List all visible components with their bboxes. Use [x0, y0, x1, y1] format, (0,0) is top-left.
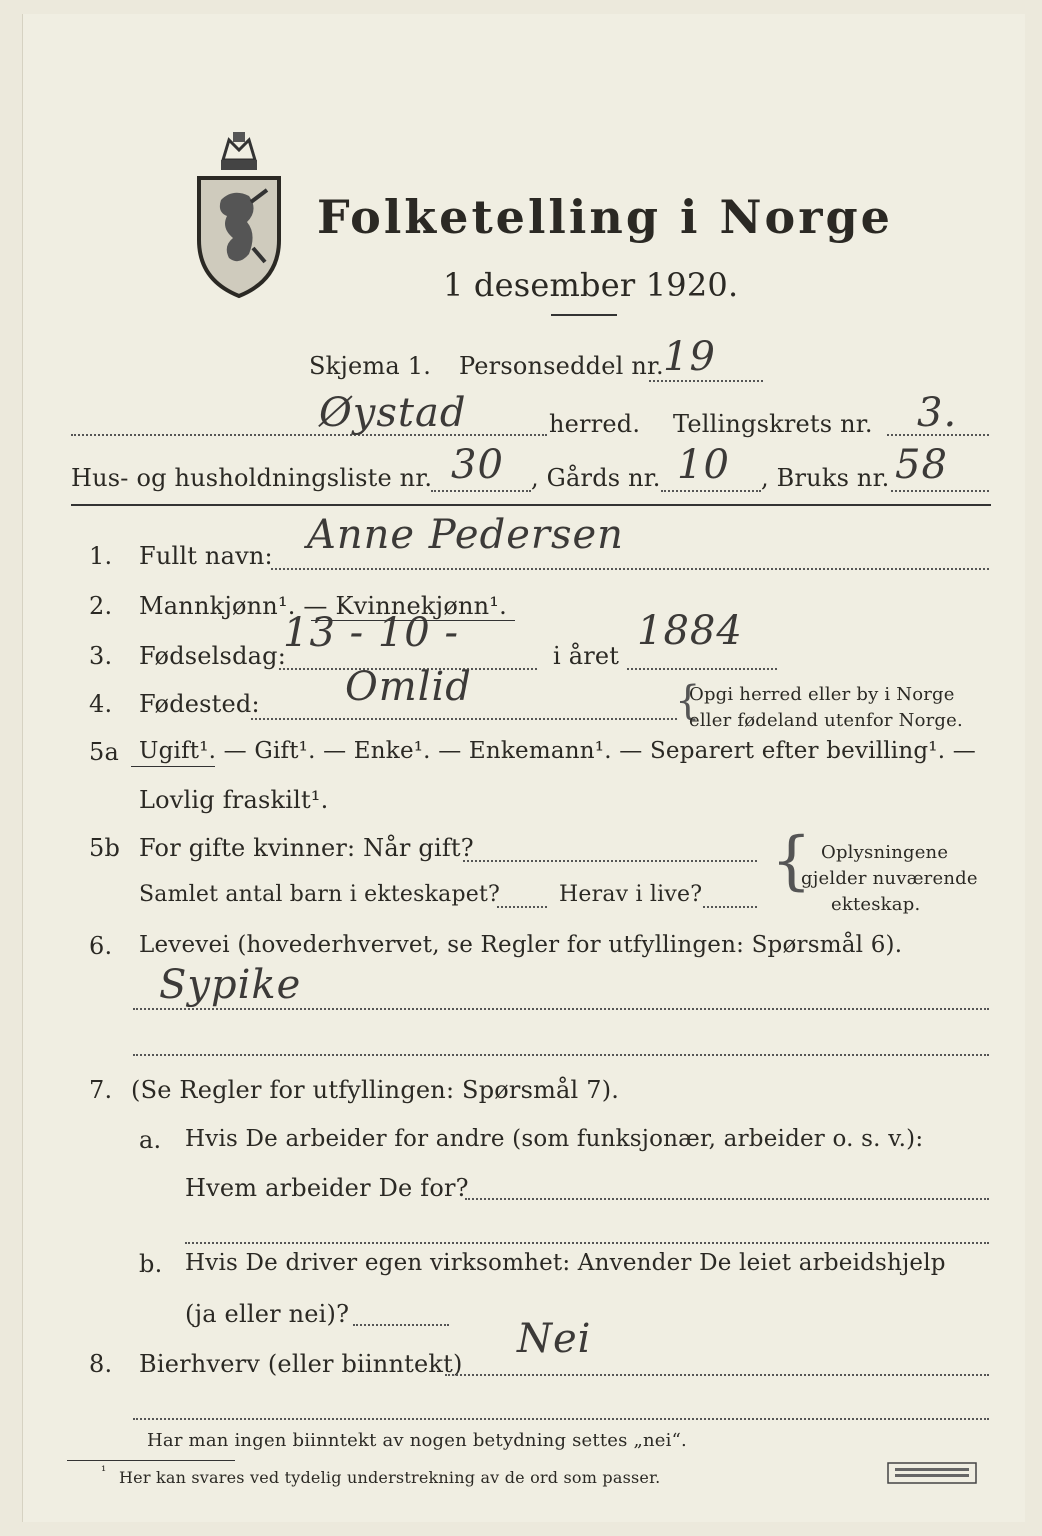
side-income-value: Nei [517, 1316, 592, 1362]
q5b-note-line1: Oplysningene [821, 842, 949, 863]
occupation-value: Sypike [159, 962, 302, 1008]
q1-label: Fullt navn: [139, 542, 273, 570]
side-income-note: Har man ingen biinntekt av nogen betydning settes „nei“. [147, 1430, 687, 1451]
birthdate-value: 13 - 10 - [283, 610, 459, 656]
birthyear-value: 1884 [637, 608, 743, 654]
year-label: i året [553, 642, 620, 670]
herred-label: herred. [549, 410, 641, 438]
full-name-value: Anne Pedersen [307, 512, 624, 558]
gards-label: , Gårds nr. [531, 464, 661, 492]
brace-q5b: { [771, 824, 812, 898]
bruks-label: , Bruks nr. [761, 464, 890, 492]
q7a-label: Hvis De arbeider for andre (som funksjonær, arbeider o. s. v.): [185, 1126, 924, 1152]
bruks-field[interactable] [891, 490, 989, 492]
footnote-text: Her kan svares ved tydelig understrekning av de ord som passer. [119, 1468, 661, 1487]
marital-status-options[interactable]: Ugift¹. — Gift¹. — Enke¹. — Enkemann¹. — Separert efter bevilling¹. — [139, 738, 976, 764]
hired-help-label: (ja eller nei)? [185, 1300, 350, 1328]
q5a-number: 5a [89, 738, 119, 766]
q7b-label: Hvis De driver egen virksomhet: Anvender De leiet arbeidshjelp [185, 1250, 946, 1276]
q3-number: 3. [89, 642, 113, 670]
full-name-field[interactable] [271, 568, 989, 570]
personseddel-label: Personseddel nr. [459, 352, 664, 380]
title-divider [551, 314, 617, 316]
side-income-field-line2[interactable] [133, 1418, 989, 1420]
birthyear-field[interactable] [627, 668, 777, 670]
employer-field-line2[interactable] [185, 1242, 989, 1244]
q6-label: Levevei (hovederhvervet, se Regler for utfyllingen: Spørsmål 6). [139, 932, 903, 958]
occupation-field-line2[interactable] [133, 1054, 989, 1056]
q7a-letter: a. [139, 1126, 162, 1154]
employer-label: Hvem arbeider De for? [185, 1174, 469, 1202]
husliste-field[interactable] [431, 490, 531, 492]
q4-note-line1: Opgi herred eller by i Norge [689, 684, 955, 705]
tellingskrets-label: Tellingskrets nr. [673, 410, 873, 438]
header-divider [71, 504, 991, 506]
census-date: 1 desember 1920. [443, 266, 739, 304]
husliste-value: 30 [451, 442, 504, 488]
bruks-value: 58 [895, 442, 948, 488]
hired-help-field[interactable] [353, 1324, 449, 1326]
printer-stamp-icon [887, 1462, 977, 1484]
marital-status-options-cont[interactable]: Lovlig fraskilt¹. [139, 786, 329, 814]
personseddel-value: 19 [663, 334, 716, 380]
skjema-label: Skjema 1. [309, 352, 432, 380]
birthplace-field[interactable] [251, 718, 677, 720]
brace-q4: { [675, 678, 701, 724]
married-when-label: For gifte kvinner: Når gift? [139, 834, 474, 862]
q5b-note-line2: gjelder nuværende [801, 868, 978, 889]
q8-label: Bierhverv (eller biinntekt) [139, 1350, 463, 1378]
q7b-letter: b. [139, 1250, 163, 1278]
norway-coat-of-arms-icon [193, 130, 285, 300]
children-total-label: Samlet antal barn i ekteskapet? [139, 882, 501, 907]
q1-number: 1. [89, 542, 113, 570]
q4-note-line2: eller fødeland utenfor Norge. [689, 710, 963, 731]
occupation-field[interactable] [133, 1008, 989, 1010]
tellingskrets-value: 3. [917, 390, 958, 436]
footnote-divider [67, 1460, 235, 1461]
husliste-label: Hus- og husholdningsliste nr. [71, 464, 433, 492]
q8-number: 8. [89, 1350, 113, 1378]
herred-field[interactable] [71, 434, 547, 436]
herred-value: Øystad [319, 390, 467, 436]
form-title: Folketelling i Norge [317, 190, 893, 244]
q7-number: 7. [89, 1076, 113, 1104]
children-alive-label: Herav i live? [559, 882, 703, 907]
footnote-mark: ¹ [101, 1464, 107, 1479]
children-alive-field[interactable] [703, 906, 757, 908]
personseddel-field[interactable] [649, 380, 763, 382]
q6-number: 6. [89, 932, 113, 960]
q2-number: 2. [89, 592, 113, 620]
gards-value: 10 [677, 442, 730, 488]
q3-label: Fødselsdag: [139, 642, 286, 670]
birthplace-value: Omlid [345, 664, 472, 710]
ugift-underline [131, 766, 215, 767]
employer-field[interactable] [465, 1198, 989, 1200]
children-total-field[interactable] [497, 906, 547, 908]
gards-field[interactable] [661, 490, 761, 492]
q4-number: 4. [89, 690, 113, 718]
census-form [22, 14, 1025, 1522]
side-income-field[interactable] [445, 1374, 989, 1376]
q5b-note-line3: ekteskap. [831, 894, 921, 915]
gender-options[interactable]: Mannkjønn¹. — Kvinnekjønn¹. [139, 592, 507, 620]
married-when-field[interactable] [463, 860, 757, 862]
q7-label: (Se Regler for utfyllingen: Spørsmål 7). [131, 1076, 620, 1104]
q5b-number: 5b [89, 834, 121, 862]
q4-label: Fødested: [139, 690, 260, 718]
